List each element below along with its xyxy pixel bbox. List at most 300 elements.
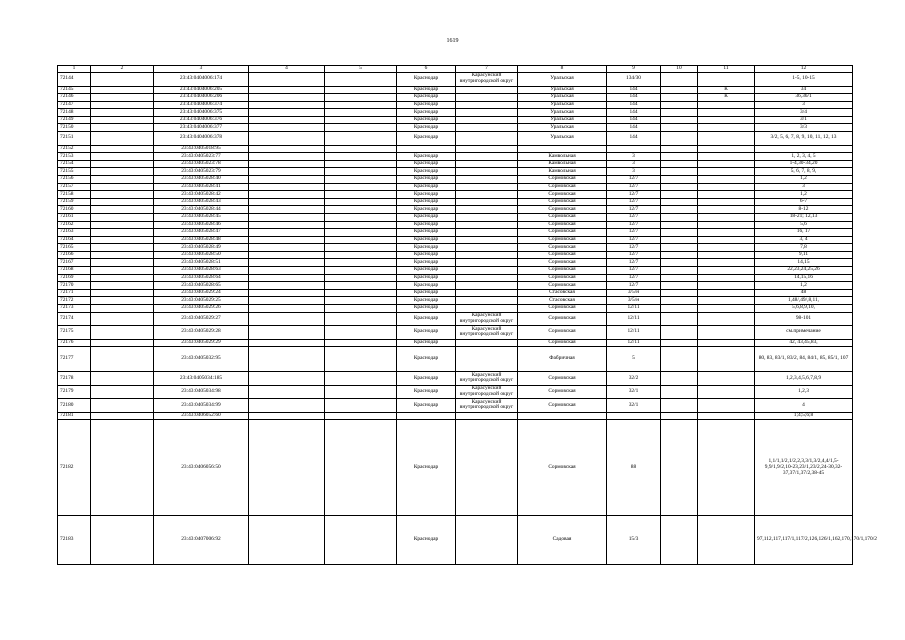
cell-col-12: 3/1 <box>755 116 853 124</box>
cell-col-5 <box>325 339 397 347</box>
cell-col-4 <box>249 94 325 102</box>
cell-col-4 <box>249 86 325 94</box>
cell-col-12: 1;4;5;6;8 <box>755 412 853 420</box>
cell-col-6: Краснодар <box>397 516 456 565</box>
cell-col-4 <box>249 385 325 399</box>
cell-col-4 <box>249 267 325 275</box>
cell-col-5 <box>325 132 397 146</box>
cell-col-10 <box>661 73 698 87</box>
cell-col-10 <box>661 372 698 386</box>
cell-col-8 <box>518 412 607 420</box>
cell-col-2 <box>91 101 154 109</box>
cell-col-5 <box>325 420 397 516</box>
cell-col-10 <box>661 420 698 516</box>
cell-col-11 <box>698 213 755 221</box>
cell-col-2 <box>91 153 154 161</box>
cell-col-9: 144 <box>607 132 661 146</box>
cell-col-6: Краснодар <box>397 229 456 237</box>
cell-col-1: 72159 <box>58 198 91 206</box>
cell-col-12: 4 <box>755 399 853 413</box>
cell-col-11 <box>698 221 755 229</box>
cell-col-5 <box>325 94 397 102</box>
cell-col-1: 72148 <box>58 109 91 117</box>
cell-col-8: Уральская <box>518 132 607 146</box>
cell-col-11 <box>698 412 755 420</box>
cell-col-4 <box>249 183 325 191</box>
register-table <box>57 65 877 565</box>
cell-col-7 <box>456 347 518 372</box>
cell-col-2 <box>91 312 154 326</box>
cell-col-10 <box>661 399 698 413</box>
cell-col-9: 12/7 <box>607 229 661 237</box>
cell-col-10 <box>661 412 698 420</box>
cell-col-12: 1,2 <box>755 191 853 199</box>
cell-col-9: 3 <box>607 160 661 168</box>
cell-col-4 <box>249 516 325 565</box>
table-row <box>58 347 853 372</box>
cell-col-4 <box>249 109 325 117</box>
cell-col-8: Сормовская <box>518 420 607 516</box>
cell-col-6: Краснодар <box>397 282 456 290</box>
cell-col-2 <box>91 73 154 87</box>
cell-col-8: Сормовская <box>518 244 607 252</box>
cell-col-3: 23:43:0404006:376 <box>154 116 249 124</box>
cell-col-1: 72178 <box>58 372 91 386</box>
cell-col-9: 3/5/н <box>607 289 661 297</box>
cell-col-3: 23:43:0406052:60 <box>154 412 249 420</box>
cell-col-4 <box>249 244 325 252</box>
cell-col-8: Сормовская <box>518 229 607 237</box>
cell-col-4 <box>249 305 325 313</box>
cell-col-12: 1, 2, 3, 4, 5 <box>755 153 853 161</box>
cell-col-5 <box>325 244 397 252</box>
table-row <box>58 516 853 565</box>
cell-col-11: К <box>698 86 755 94</box>
cell-col-7 <box>456 236 518 244</box>
cell-col-2 <box>91 124 154 132</box>
cell-col-2 <box>91 289 154 297</box>
cell-col-10 <box>661 339 698 347</box>
cell-col-4 <box>249 175 325 183</box>
cell-col-7 <box>456 153 518 161</box>
cell-col-9: 12/7 <box>607 183 661 191</box>
cell-col-12: 1,2,3 <box>755 385 853 399</box>
cell-col-3: 23:43:0405028:65 <box>154 282 249 290</box>
cell-col-10 <box>661 312 698 326</box>
cell-col-8: Сормовская <box>518 385 607 399</box>
cell-col-8: Сормовская <box>518 251 607 259</box>
cell-col-2 <box>91 229 154 237</box>
cell-col-4 <box>249 160 325 168</box>
cell-col-2 <box>91 198 154 206</box>
cell-col-1: 72172 <box>58 297 91 305</box>
table-row <box>58 160 853 168</box>
cell-col-3: 23:43:0404006:378 <box>154 132 249 146</box>
cell-col-6: Краснодар <box>397 289 456 297</box>
cell-col-6: Краснодар <box>397 326 456 340</box>
cell-col-7 <box>456 412 518 420</box>
cell-col-6: Краснодар <box>397 73 456 87</box>
cell-col-6: Краснодар <box>397 153 456 161</box>
cell-col-9 <box>607 145 661 153</box>
table-row <box>58 236 853 244</box>
cell-col-8: Сормовская <box>518 372 607 386</box>
cell-col-7 <box>456 175 518 183</box>
cell-col-7: Карасунский внутригородской округ <box>456 372 518 386</box>
cell-col-1: 72157 <box>58 183 91 191</box>
cell-col-11 <box>698 274 755 282</box>
table-row <box>58 420 853 516</box>
cell-col-8: Стасовская <box>518 297 607 305</box>
cell-col-9: 15/3 <box>607 516 661 565</box>
table-row <box>58 282 853 290</box>
cell-col-4 <box>249 399 325 413</box>
cell-col-2 <box>91 109 154 117</box>
cell-col-4 <box>249 145 325 153</box>
cell-col-11 <box>698 206 755 214</box>
cell-col-2 <box>91 132 154 146</box>
cell-col-10 <box>661 191 698 199</box>
cell-col-7 <box>456 94 518 102</box>
cell-col-5 <box>325 372 397 386</box>
cell-col-5 <box>325 305 397 313</box>
cell-col-9: 134/30 <box>607 73 661 87</box>
cell-col-9: 3 <box>607 153 661 161</box>
cell-col-6: Краснодар <box>397 221 456 229</box>
cell-col-2 <box>91 94 154 102</box>
cell-col-12: 42, 43,45,83, <box>755 339 853 347</box>
cell-col-2 <box>91 145 154 153</box>
cell-col-1: 72176 <box>58 339 91 347</box>
cell-col-2 <box>91 221 154 229</box>
cell-col-5 <box>325 191 397 199</box>
cell-col-11 <box>698 326 755 340</box>
cell-col-12: 3/3 <box>755 124 853 132</box>
cell-col-10 <box>661 86 698 94</box>
cell-col-8: Сормовская <box>518 267 607 275</box>
cell-col-8: Сормовская <box>518 274 607 282</box>
cell-col-7 <box>456 206 518 214</box>
cell-col-10 <box>661 94 698 102</box>
cell-col-2 <box>91 206 154 214</box>
cell-col-7 <box>456 251 518 259</box>
cell-col-10 <box>661 206 698 214</box>
cell-col-2 <box>91 372 154 386</box>
cell-col-10 <box>661 516 698 565</box>
cell-col-3: 23:43:0405028:49 <box>154 244 249 252</box>
cell-col-5 <box>325 282 397 290</box>
cell-col-11 <box>698 347 755 372</box>
cell-col-3: 23:43:0405028:43 <box>154 198 249 206</box>
cell-col-11 <box>698 145 755 153</box>
cell-col-10 <box>661 132 698 146</box>
cell-col-6: Краснодар <box>397 385 456 399</box>
cell-col-2 <box>91 191 154 199</box>
cell-col-3: 23:43:0405028:42 <box>154 191 249 199</box>
cell-col-9: 144 <box>607 109 661 117</box>
cell-col-1: 72166 <box>58 251 91 259</box>
cell-col-10 <box>661 251 698 259</box>
cell-col-2 <box>91 282 154 290</box>
cell-col-1: 72168 <box>58 267 91 275</box>
table-row <box>58 297 853 305</box>
table-row <box>58 326 853 340</box>
cell-col-11 <box>698 297 755 305</box>
cell-col-11 <box>698 229 755 237</box>
cell-col-4 <box>249 412 325 420</box>
cell-col-7 <box>456 274 518 282</box>
cell-col-11 <box>698 282 755 290</box>
column-header-2: 2 <box>91 66 154 73</box>
cell-col-1: 72182 <box>58 420 91 516</box>
table-row <box>58 385 853 399</box>
cell-col-10 <box>661 244 698 252</box>
cell-col-3: 23:43:0405028:41 <box>154 183 249 191</box>
table-row <box>58 267 853 275</box>
cell-col-10 <box>661 259 698 267</box>
cell-col-8: Камвольная <box>518 168 607 176</box>
cell-col-3: 23:43:0405029:24 <box>154 289 249 297</box>
cell-col-8: Сормовская <box>518 326 607 340</box>
table-row <box>58 86 853 94</box>
cell-col-11 <box>698 198 755 206</box>
cell-col-3: 23:43:0404006:206 <box>154 94 249 102</box>
cell-col-6: Краснодар <box>397 116 456 124</box>
cell-col-9: 32/2 <box>607 372 661 386</box>
cell-col-11 <box>698 420 755 516</box>
cell-col-6 <box>397 412 456 420</box>
cell-col-4 <box>249 73 325 87</box>
cell-col-3: 23:43:0405034:99 <box>154 399 249 413</box>
cell-col-7 <box>456 297 518 305</box>
table-row <box>58 213 853 221</box>
cell-col-3: 23:43:0405029:25 <box>154 297 249 305</box>
table-row <box>58 116 853 124</box>
cell-col-12: 14,15,16 <box>755 274 853 282</box>
cell-col-6: Краснодар <box>397 251 456 259</box>
cell-col-4 <box>249 326 325 340</box>
cell-col-9: 12/7 <box>607 236 661 244</box>
cell-col-12: 3/2, 5, 6, 7, 8, 9, 10, 11, 12, 13 <box>755 132 853 146</box>
cell-col-10 <box>661 274 698 282</box>
cell-col-2 <box>91 160 154 168</box>
table-row <box>58 339 853 347</box>
cell-col-6: Краснодар <box>397 399 456 413</box>
cell-col-5 <box>325 213 397 221</box>
cell-col-9: 3 <box>607 168 661 176</box>
cell-col-7 <box>456 145 518 153</box>
cell-col-4 <box>249 297 325 305</box>
cell-col-3: 23:43:0405028:40 <box>154 175 249 183</box>
cell-col-8: Сормовская <box>518 183 607 191</box>
cell-col-10 <box>661 153 698 161</box>
table-row <box>58 132 853 146</box>
cell-col-3: 23:43:0404006:174 <box>154 73 249 87</box>
cell-col-12: 9,11 <box>755 251 853 259</box>
cell-col-7 <box>456 213 518 221</box>
cell-col-5 <box>325 385 397 399</box>
cell-col-6: Краснодар <box>397 183 456 191</box>
cell-col-9: 12/7 <box>607 213 661 221</box>
cell-col-10 <box>661 109 698 117</box>
cell-col-2 <box>91 516 154 565</box>
cell-col-7 <box>456 244 518 252</box>
cell-col-8: Сормовская <box>518 213 607 221</box>
cell-col-2 <box>91 326 154 340</box>
cell-col-6: Краснодар <box>397 259 456 267</box>
cell-col-6: Краснодар <box>397 274 456 282</box>
cell-col-3: 23:43:0405028:64 <box>154 274 249 282</box>
cell-col-4 <box>249 251 325 259</box>
cell-col-7: Карасунский внутригородской округ <box>456 73 518 87</box>
cell-col-10 <box>661 282 698 290</box>
table-row <box>58 168 853 176</box>
cell-col-5 <box>325 312 397 326</box>
cell-col-11 <box>698 305 755 313</box>
cell-col-2 <box>91 175 154 183</box>
cell-col-6: Краснодар <box>397 191 456 199</box>
cell-col-6: Краснодар <box>397 297 456 305</box>
cell-col-3: 23:43:0407006:92 <box>154 516 249 565</box>
cell-col-7 <box>456 305 518 313</box>
table-row <box>58 183 853 191</box>
cell-col-9: 32/1 <box>607 399 661 413</box>
cell-col-3: 23:43:0405028:51 <box>154 259 249 267</box>
cell-col-5 <box>325 206 397 214</box>
cell-col-4 <box>249 372 325 386</box>
cell-col-1: 72163 <box>58 229 91 237</box>
cell-col-10 <box>661 289 698 297</box>
cell-col-12: 5,6,8,9,10, <box>755 305 853 313</box>
cell-col-8: Уральская <box>518 124 607 132</box>
table-row <box>58 221 853 229</box>
cell-col-11 <box>698 153 755 161</box>
cell-col-4 <box>249 339 325 347</box>
cell-col-6: Краснодар <box>397 86 456 94</box>
cell-col-8: Уральская <box>518 116 607 124</box>
cell-col-11 <box>698 385 755 399</box>
cell-col-12: 5, 6, 7, 8, 9, <box>755 168 853 176</box>
cell-col-12: 3, 4 <box>755 236 853 244</box>
table-row <box>58 259 853 267</box>
cell-col-3: 23:43:0404006:374 <box>154 101 249 109</box>
cell-col-9: 12/11 <box>607 305 661 313</box>
cell-col-7 <box>456 183 518 191</box>
cell-col-5 <box>325 236 397 244</box>
cell-col-10 <box>661 145 698 153</box>
column-header-11: 11 <box>698 66 755 73</box>
cell-col-8: Сормовская <box>518 206 607 214</box>
cell-col-6: Краснодар <box>397 420 456 516</box>
cell-col-10 <box>661 347 698 372</box>
cell-col-8: Уральская <box>518 101 607 109</box>
cell-col-1: 72155 <box>58 168 91 176</box>
cell-col-4 <box>249 101 325 109</box>
cell-col-12: 1,48/,49/,8,11, <box>755 297 853 305</box>
cell-col-12: 18-21; 12,13 <box>755 213 853 221</box>
cell-col-4 <box>249 206 325 214</box>
cell-col-8: Уральская <box>518 73 607 87</box>
cell-col-11 <box>698 516 755 565</box>
cell-col-3: 23:43:0405028:48 <box>154 236 249 244</box>
table-row <box>58 244 853 252</box>
cell-col-10 <box>661 168 698 176</box>
cell-col-10 <box>661 175 698 183</box>
cell-col-2 <box>91 86 154 94</box>
cell-col-6: Краснодар <box>397 132 456 146</box>
cell-col-5 <box>325 274 397 282</box>
cell-col-9: 12/7 <box>607 191 661 199</box>
cell-col-1: 72164 <box>58 236 91 244</box>
cell-col-1: 72161 <box>58 213 91 221</box>
cell-col-2 <box>91 259 154 267</box>
table-row <box>58 73 853 87</box>
cell-col-2 <box>91 297 154 305</box>
cell-col-5 <box>325 326 397 340</box>
cell-col-5 <box>325 399 397 413</box>
cell-col-4 <box>249 153 325 161</box>
cell-col-9: 12/7 <box>607 206 661 214</box>
cell-col-3: 23:43:0405029:28 <box>154 326 249 340</box>
cell-col-12: 98-101 <box>755 312 853 326</box>
cell-col-10 <box>661 101 698 109</box>
cell-col-10 <box>661 213 698 221</box>
cell-col-10 <box>661 305 698 313</box>
cell-col-3: 23:43:0405029:29 <box>154 339 249 347</box>
table-row <box>58 124 853 132</box>
cell-col-1: 72147 <box>58 101 91 109</box>
cell-col-9: 144 <box>607 86 661 94</box>
cell-col-6: Краснодар <box>397 206 456 214</box>
cell-col-1: 72150 <box>58 124 91 132</box>
cell-col-3: 23:43:0405018:95 <box>154 145 249 153</box>
cell-col-12: 1,2,3,4,5,6,7,8,9 <box>755 372 853 386</box>
cell-col-12: 5,6 <box>755 221 853 229</box>
cell-col-6: Краснодар <box>397 312 456 326</box>
cell-col-4 <box>249 132 325 146</box>
cell-col-4 <box>249 282 325 290</box>
cell-col-10 <box>661 198 698 206</box>
cell-col-7 <box>456 221 518 229</box>
cell-col-1: 72173 <box>58 305 91 313</box>
table-row <box>58 229 853 237</box>
column-header-10: 10 <box>661 66 698 73</box>
cell-col-1: 72170 <box>58 282 91 290</box>
cell-col-10 <box>661 116 698 124</box>
cell-col-6: Краснодар <box>397 236 456 244</box>
cell-col-1: 72183 <box>58 516 91 565</box>
cell-col-2 <box>91 251 154 259</box>
cell-col-8: Сормовская <box>518 191 607 199</box>
table-row <box>58 145 853 153</box>
cell-col-4 <box>249 289 325 297</box>
cell-col-3: 23:43:0405028:63 <box>154 267 249 275</box>
cell-col-6: Краснодар <box>397 94 456 102</box>
cell-col-10 <box>661 124 698 132</box>
table-row <box>58 153 853 161</box>
cell-col-9: 32/1 <box>607 385 661 399</box>
cell-col-7 <box>456 168 518 176</box>
cell-col-11 <box>698 251 755 259</box>
cell-col-10 <box>661 326 698 340</box>
cell-col-11 <box>698 109 755 117</box>
cell-col-12: 8-12 <box>755 206 853 214</box>
cell-col-4 <box>249 213 325 221</box>
cell-col-11 <box>698 124 755 132</box>
cell-col-11 <box>698 73 755 87</box>
cell-col-9: 12/7 <box>607 282 661 290</box>
cell-col-5 <box>325 297 397 305</box>
